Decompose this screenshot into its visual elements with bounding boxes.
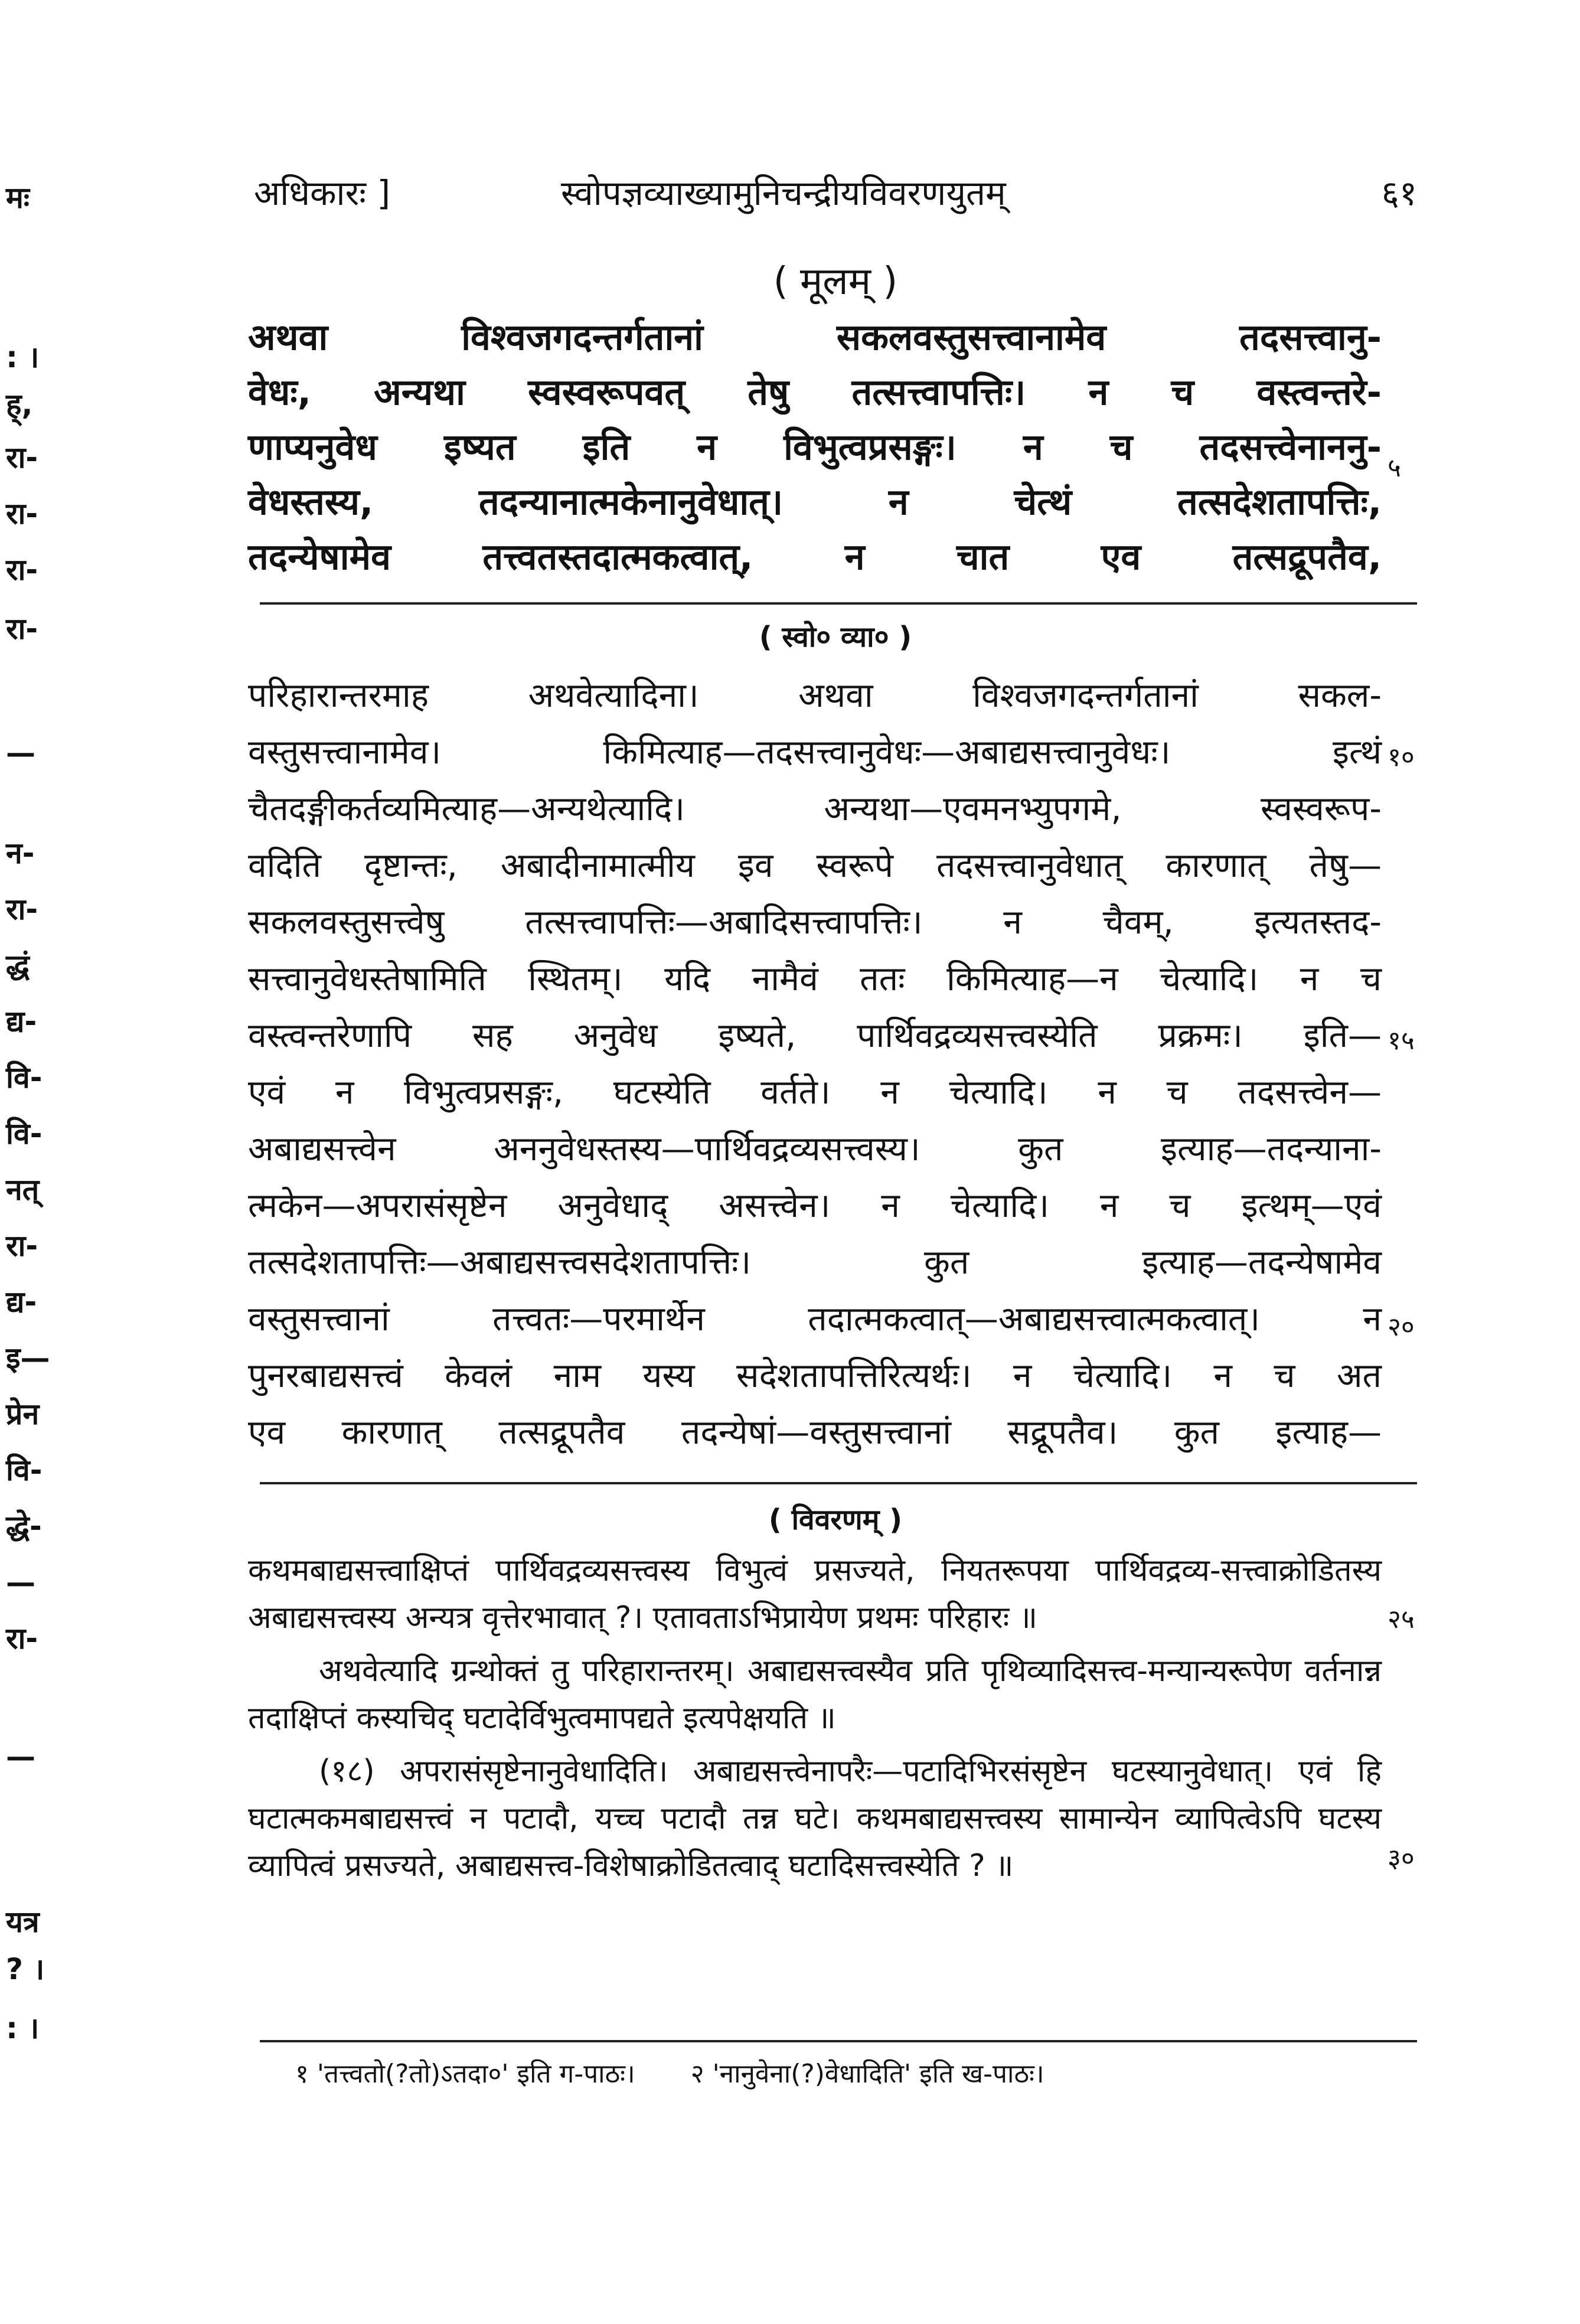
margin-fragment: वि- xyxy=(6,1453,43,1487)
vivarana-paragraph: (१८) अपरासंसृष्टेनानुवेधादिति। अबाद्यसत्त्वेनापरैः—पटादिभिरसंसृष्टेन घटस्यानुवेधात्। एवं हि घटात्मकमबाद्यसत्त्वं न पटादौ, यच्च पटादौ तन्न घटे। कथमबाद्यसत्त्वस्य सामान्येन व्यापित्वेऽपि घटस्य व्यापित्वं प्रसज्यते, अबाद्यसत्त्व-विशेषाक्रोडितत्वाद् घटादिसत्त्वस्येति ? ॥ xyxy=(248,1754,1382,1884)
margin-fragment: रा- xyxy=(6,612,38,646)
mulam-line: णाप्यनुवेध इष्यत इति न विभुत्वप्रसङ्गः। न च तदसत्त्वेनाननु- xyxy=(248,426,1382,468)
commentary-line: सकलवस्तुसत्त्वेषु तत्सत्त्वापत्तिः—अबादिसत्त्वापत्तिः। न चैवम्, इत्यतस्तद- xyxy=(248,903,1382,942)
mulam-line: अथवा विश्वजगदन्तर्गतानां सकलवस्तुसत्त्वानामेव तदसत्त्वानु- xyxy=(248,316,1382,358)
margin-fragment: रा- xyxy=(6,553,38,587)
margin-fragment: ? । xyxy=(6,1952,45,1986)
commentary-line: एवं न विभुत्वप्रसङ्गः, घटस्येति वर्तते। न चेत्यादि। न च तदसत्त्वेन— xyxy=(248,1073,1382,1112)
vivarana-heading: ( विवरणम् ) xyxy=(768,1503,903,1536)
margin-fragment: रा- xyxy=(6,892,38,926)
commentary-line: वस्तुसत्त्वानामेव। किमित्याह—तदसत्त्वानुवेधः—अबाद्यसत्त्वानुवेधः। इत्थं xyxy=(248,733,1382,772)
margin-fragment: द्य- xyxy=(6,1004,37,1039)
commentary-line: सत्त्वानुवेधस्तेषामिति स्थितम्। यदि नामैवं ततः किमित्याह—न चेत्यादि। न च xyxy=(248,959,1382,998)
margin-fragment: द्धं xyxy=(6,948,30,983)
vivarana-paragraph: अथवेत्यादि ग्रन्थोक्तं तु परिहारान्तरम्। अबाद्यसत्त्वस्यैव प्रति पृथिव्यादिसत्त्व-मन्यान्यरूपेण वर्तनान्न तदाक्षिप्तं कस्यचिद् घटादेर्विभुत्वमापद्यते इत्यपेक्षयति ॥ xyxy=(248,1653,1382,1736)
svopajna-heading: ( स्वो० व्या० ) xyxy=(759,621,912,654)
line-number: २५ xyxy=(1388,1604,1415,1634)
margin-fragment: रा- xyxy=(6,440,38,475)
mulam-line: वेधस्तस्य, तदन्यानात्मकेनानुवेधात्। न चेत्थं तत्सदेशतापत्तिः, xyxy=(248,481,1382,523)
divider xyxy=(260,2040,1417,2042)
line-number: १५ xyxy=(1388,1026,1415,1056)
commentary-line: एव कारणात् तत्सद्रूपतैव तदन्येषां—वस्तुसत्त्वानां सद्रूपतैव। कुत इत्याह— xyxy=(248,1413,1382,1452)
margin-fragment: रा- xyxy=(6,1621,38,1656)
divider xyxy=(260,1482,1417,1484)
mulam-line: तदन्येषामेव तत्त्वतस्तदात्मकत्वात्, न चात एव तत्सद्रूपतैव, xyxy=(248,536,1382,578)
commentary-line: वस्त्वन्तरेणापि सह अनुवेध इष्यते, पार्थिवद्रव्यसत्त्वस्येति प्रक्रमः। इति— xyxy=(248,1016,1382,1055)
margin-fragment: वि- xyxy=(6,1117,43,1151)
margin-fragment: — xyxy=(6,1565,35,1600)
margin-fragment: — xyxy=(6,736,35,770)
line-number: ३० xyxy=(1388,1843,1415,1873)
margin-fragment: प्रेन xyxy=(6,1397,40,1431)
margin-fragment: यत्र xyxy=(6,1905,40,1939)
svopajna-commentary xyxy=(248,667,1382,1461)
margin-fragment: — xyxy=(6,1739,35,1774)
commentary-line: पुनरबाद्यसत्त्वं केवलं नाम यस्य सदेशतापत्तिरित्यर्थः। न चेत्यादि। न च अत xyxy=(248,1356,1382,1395)
vivarana-paragraph: कथमबाद्यसत्त्वाक्षिप्तं पार्थिवद्रव्यसत्त्वस्य विभुत्वं प्रसज्यते, नियतरूपया पार्थिवद्रव्य-सत्त्वाक्रोडितस्य अबाद्यसत्त्वस्य अन्यत्र वृत्तेरभावात् ?। एतावताऽभिप्रायेण प्रथमः परिहारः ॥ xyxy=(248,1553,1382,1636)
margin-fragment: न- xyxy=(6,836,35,870)
commentary-line: त्मकेन—अपरासंसृष्टेन अनुवेधाद् असत्त्वेन। न चेत्यादि। न च इत्थम्—एवं xyxy=(248,1186,1382,1225)
margin-fragment: रा- xyxy=(6,1229,38,1263)
page-number: ६१ xyxy=(1381,173,1417,213)
running-header xyxy=(254,168,1417,216)
line-number: १० xyxy=(1388,742,1415,772)
chapter-label: अधिकारः ] xyxy=(254,173,391,213)
margin-fragment: : । xyxy=(6,340,40,374)
margin-fragment: द्धे- xyxy=(6,1509,42,1543)
margin-fragment: इ— xyxy=(6,1341,50,1375)
line-number: २० xyxy=(1388,1312,1415,1342)
footnotes xyxy=(295,2055,1417,2090)
book-title: स्वोपज्ञव्याख्यामुनिचन्द्रीयविवरणयुतम् xyxy=(561,173,1006,213)
mulam-heading: ( मूलम् ) xyxy=(773,260,898,303)
margin-fragment: मः xyxy=(6,181,30,215)
margin-fragment: ह्, xyxy=(6,387,33,422)
commentary-line: वस्तुसत्त्वानां तत्त्वतः—परमार्थेन तदात्मकत्वात्—अबाद्यसत्त्वात्मकत्वात्। न xyxy=(248,1300,1382,1339)
margin-fragment: द्य- xyxy=(6,1285,37,1319)
margin-fragment: वि- xyxy=(6,1060,43,1095)
commentary-line: परिहारान्तरमाह अथवेत्यादिना। अथवा विश्वजगदन्तर्गतानां सकल- xyxy=(248,676,1382,715)
divider xyxy=(260,602,1417,605)
footnote: २ 'नानुवेना(?)वेधादिति' इति ख-पाठः। xyxy=(690,2059,1044,2089)
footnote: १ 'तत्त्वतो(?तो)ऽतदा०' इति ग-पाठः। xyxy=(295,2059,635,2089)
margin-fragment: नत् xyxy=(6,1173,40,1207)
mulam-text xyxy=(248,310,1382,585)
margin-fragment: रा- xyxy=(6,497,38,531)
commentary-line: अबाद्यसत्त्वेन अननुवेधस्तस्य—पार्थिवद्रव्यसत्त्वस्य। कुत इत्याह—तदन्याना- xyxy=(248,1130,1382,1168)
commentary-line: तत्सदेशतापत्तिः—अबाद्यसत्त्वसदेशतापत्तिः। कुत इत्याह—तदन्येषामेव xyxy=(248,1243,1382,1282)
vivarana-text xyxy=(248,1547,1382,1889)
commentary-line: वदिति दृष्टान्तः, अबादीनामात्मीय इव स्वरूपे तदसत्त्वानुवेधात् कारणात् तेषु— xyxy=(248,846,1382,885)
commentary-line: चैतदङ्गीकर्तव्यमित्याह—अन्यथेत्यादि। अन्यथा—एवमनभ्युपगमे, स्वस्वरूप- xyxy=(248,789,1382,828)
line-number: ५ xyxy=(1388,453,1401,483)
margin-fragment: : । xyxy=(6,2011,40,2045)
mulam-line: वेधः, अन्यथा स्वस्वरूपवत् तेषु तत्सत्त्वापत्तिः। न च वस्त्वन्तरे- xyxy=(248,371,1382,413)
